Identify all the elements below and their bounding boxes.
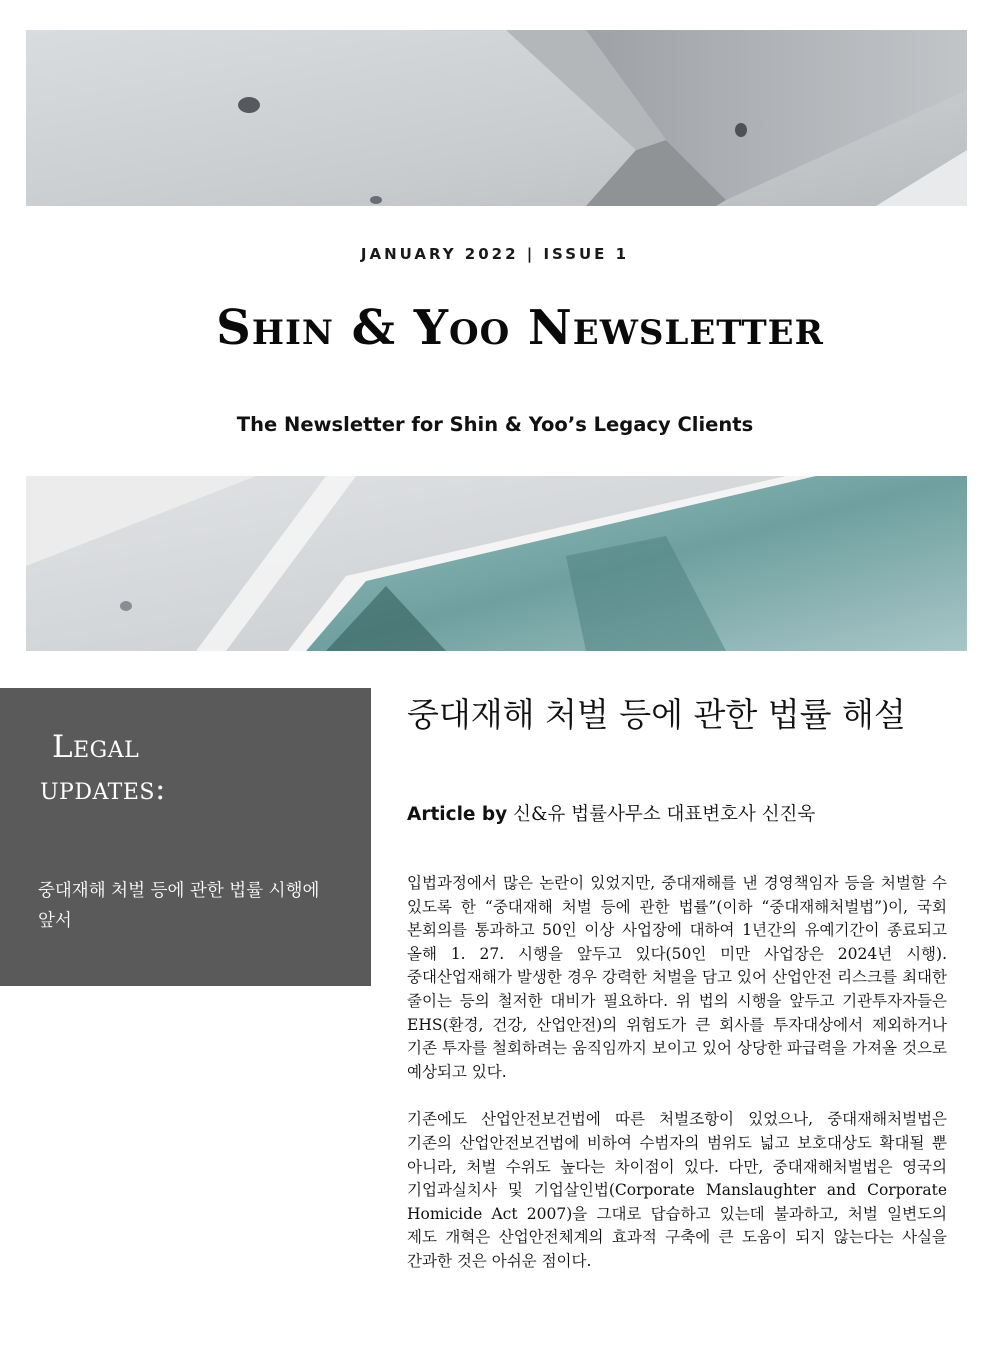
banner-photo-glass [26,476,967,651]
newsletter-title: Shin & Yoo Newsletter [216,300,824,356]
newsletter-subtitle: The Newsletter for Shin & Yoo’s Legacy Clients [236,413,754,436]
article-paragraph: 입법과정에서 많은 논란이 있었지만, 중대재해를 낸 경영책임자 등을 처벌할 수 있도록 한 “중대재해 처벌 등에 관한 법률”(이하 “중대재해처벌법”)이, 국회 본회의를 통과하고 50인 이상 사업장에 대하여 1년간의 유예기간이 종료되고 올해 1. 27. 시행을 앞두고 있다(50인 미만 사업장은 2024년 시행). 중대산업재해가 발생한 경우 강력한 처벌을 담고 있어 산업안전 리스크를 최대한 줄이는 등의 철저한 대비가 필요하다. 위 법의 시행을 앞두고 기관투자자들은 EHS(환경, 건강, 산업안전)의 위험도가 큰 회사를 투자대상에서 제외하거나 기존 투자를 철회하려는 움직임까지 보이고 있어 상당한 파급력을 가져올 것으로 예상되고 있다. [407,874,947,1081]
header-photo-concrete [26,30,967,206]
article-title: 중대재해 처벌 등에 관한 법률 해설 [407,695,906,734]
issue-date-line: JANUARY 2022 | ISSUE 1 [360,245,630,263]
legal-updates-sidebar [0,688,371,986]
sidebar-heading-line2: updates: [40,771,166,807]
sidebar-heading-line1: Legal [52,729,140,765]
byline-label: Article by [407,804,508,825]
article-body [407,872,947,1298]
byline-author: 신&유 법률사무소 대표변호사 신진욱 [513,804,816,825]
sidebar-heading [40,726,360,810]
article-byline [407,800,967,826]
article-paragraph: 기존에도 산업안전보건법에 따른 처벌조항이 있었으나, 중대재해처벌법은 기존의 산업안전보건법에 비하여 수범자의 범위도 넓고 보호대상도 확대될 뿐 아니라, 처벌 수위도 높다는 차이점이 있다. 다만, 중대재해처벌법은 영국의 기업과실치사 및 기업살인법(Corporate Manslaughter and Corporate Homicide Act 2007)을 그대로 답습하고 있는데 불과하고, 처벌 일변도의 제도 개혁은 산업안전체계의 효과적 구축에 큰 도움이 되지 않는다는 사실을 간과한 것은 아쉬운 점이다. [407,1110,947,1270]
sidebar-text: 중대재해 처벌 등에 관한 법률 시행에 앞서 [38,881,320,931]
